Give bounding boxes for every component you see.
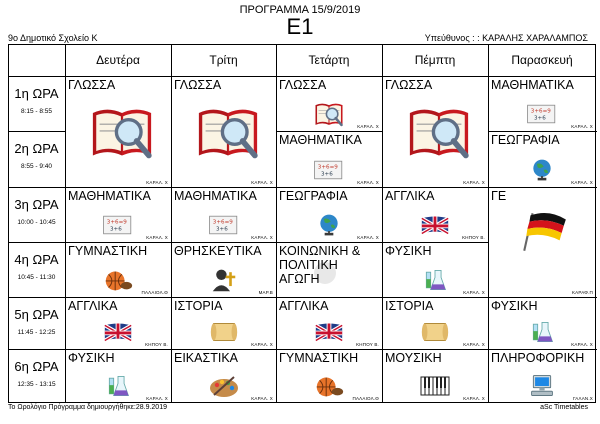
lesson-cell[interactable] [382,297,488,349]
lesson-cell[interactable] [276,76,382,131]
piano-keys-icon [419,373,451,399]
grid-line-horizontal [382,297,489,298]
grid-line-horizontal [65,187,172,188]
grid-line-horizontal [276,297,383,298]
lesson-cell[interactable] [382,76,488,187]
grid-line-horizontal [382,187,489,188]
lesson-subject: ΜΑΘΗΜΑΤΙΚΑ [491,78,574,92]
lesson-teacher: ΚΑΡΑΛ. Χ [463,290,485,295]
period-name: 2η ΩΡΑ [14,141,59,156]
svg-text:3+6=9: 3+6=9 [212,219,233,226]
globe-icon [526,157,558,183]
lesson-teacher: ΚΑΡΑΛ. Χ [146,180,168,185]
computer-icon [526,373,558,399]
grid-line-horizontal [382,349,489,350]
school-name: 9ο Δημοτικό Σχολείο Κ [8,33,98,43]
grid-line-horizontal [65,297,172,298]
grid-line-horizontal [8,187,66,188]
lesson-teacher: ΜΑΡ.Β [258,290,273,295]
lesson-subject: ΦΥΣΙΚΗ [68,351,115,365]
lesson-subject: ΙΣΤΟΡΙΑ [174,299,223,313]
day-header: Πέμπτη [414,53,456,67]
lesson-subject: ΓΛΩΣΣΑ [174,78,222,92]
lesson-subject: ΓΕΩΓΡΑΦΙΑ [279,189,348,203]
lesson-teacher: ΠΑΛΑΙΟΛ.Θ [352,396,379,401]
lesson-teacher: ΚΗΠΟΥ Β. [356,342,379,347]
lesson-subject: ΓΥΜΝΑΣΤΙΚΗ [68,244,148,258]
period-time: 11:45 - 12:25 [17,329,56,336]
lesson-cell[interactable] [65,349,171,403]
period-label [8,187,65,242]
period-time: 12:35 - 13:15 [17,381,56,388]
period-name: 1η ΩΡΑ [14,86,59,101]
period-name: 6η ΩΡΑ [14,359,59,374]
lesson-teacher: ΚΑΡΑΛ. Χ [571,342,593,347]
svg-text:3+6=9: 3+6=9 [530,108,551,115]
svg-text:3+6: 3+6 [215,226,228,233]
lesson-teacher: ΚΑΡΑΛ. Χ [251,342,273,347]
grid-line-horizontal [276,131,383,132]
lesson-cell[interactable] [65,76,171,187]
lesson-teacher: ΚΑΡΑΛ. Χ [463,342,485,347]
lesson-cell[interactable] [488,297,596,349]
grid-line-horizontal [171,297,277,298]
lesson-teacher: ΚΑΡΑΛ. Χ [251,180,273,185]
lesson-cell[interactable] [171,349,276,403]
uk-flag-icon [419,212,451,238]
period-name: 3η ΩΡΑ [14,197,59,212]
lesson-subject: ΓΥΜΝΑΣΤΙΚΗ [279,351,359,365]
lesson-teacher: ΚΑΡΑΦ.Π [571,290,593,295]
lesson-subject: ΜΑΘΗΜΑΤΙΚΑ [68,189,151,203]
lesson-cell[interactable] [171,187,276,242]
book-magnifier-icon [193,104,263,160]
globe-icon [313,212,345,238]
grid-line-horizontal [8,242,66,243]
software-credit: aSc Timetables [540,404,588,411]
lesson-teacher: ΚΑΡΑΛ. Χ [251,235,273,240]
lesson-cell[interactable] [382,349,488,403]
period-time: 10:00 - 10:45 [17,219,56,226]
grid-line-horizontal [8,76,596,77]
lesson-teacher: ΚΑΡΑΛ. Χ [463,180,485,185]
lesson-subject: ΑΓΓΛΙΚΑ [279,299,329,313]
lesson-subject: ΓΛΩΣΣΑ [385,78,433,92]
lesson-teacher: ΚΗΠΟΥ Β. [145,342,168,347]
lesson-teacher: ΚΑΡΑΛ. Χ [571,180,593,185]
lesson-cell[interactable] [65,242,171,297]
svg-text:3+6: 3+6 [110,226,122,233]
grid-line-horizontal [8,402,596,403]
lesson-subject: ΙΣΤΟΡΙΑ [385,299,434,313]
grid-line-horizontal [276,349,383,350]
math-card-icon [102,212,134,238]
grid-line-horizontal [171,187,277,188]
lesson-teacher: ΚΑΡΑΛ. Χ [463,396,485,401]
grid-line-horizontal [171,242,277,243]
day-header: Παρασκευή [511,53,573,67]
book-magnifier-icon [404,104,474,160]
lesson-cell[interactable] [171,297,276,349]
flask-icon [526,319,558,345]
grid-line-horizontal [8,131,66,132]
lesson-subject: ΠΛΗΡΟΦΟΡΙΚΗ [491,351,585,365]
lesson-teacher: ΚΑΡΑΛ. Χ [571,124,593,129]
svg-text:3+6: 3+6 [534,115,546,122]
lesson-teacher: ΠΑΛΑΙΟΛ.Θ [141,290,168,295]
lesson-cell[interactable] [488,76,596,131]
day-header: Δευτέρα [96,53,140,67]
period-time: 10:45 - 11:30 [17,274,56,281]
day-header: Τετάρτη [308,53,350,67]
lesson-subject: ΕΙΚΑΣΤΙΚΑ [174,351,238,365]
lesson-teacher: ΚΑΡΑΛ. Χ [146,396,168,401]
grid-line-horizontal [488,349,597,350]
priest-cross-icon [208,267,240,293]
grid-line-horizontal [65,242,172,243]
lesson-cell[interactable] [276,297,382,349]
flask-icon [102,373,134,399]
programme-title: ΠΡΟΓΡΑΜΜΑ 15/9/2019 [239,4,361,16]
sports-ball-icon [102,267,134,293]
grid-line-horizontal [8,297,66,298]
lesson-teacher: ΓΑΛΑΝ.Χ [573,396,593,401]
flask-icon [419,267,451,293]
sports-ball-icon [313,373,345,399]
paint-palette-icon [208,373,240,399]
responsible-teacher: Υπεύθυνος : : ΚΑΡΑΛΗΣ ΧΑΡΑΛΑΜΠΟΣ [424,33,588,43]
lesson-cell[interactable] [382,242,488,297]
created-date-note: Το Ωρολόγιο Πρόγραμμα δημιουργήθηκε:28.9.2019 [8,404,167,411]
lesson-teacher: ΚΑΡΑΛ. Χ [357,180,379,185]
lesson-subject: ΓΛΩΣΣΑ [68,78,116,92]
grid-line-horizontal [65,349,172,350]
period-label [8,349,65,403]
grid-line-horizontal [488,297,597,298]
grid-line-horizontal [276,187,383,188]
period-label [8,242,65,297]
period-label [8,131,65,187]
lesson-cell[interactable] [488,349,596,403]
math-card-icon [526,101,558,127]
grid-line-horizontal [488,187,597,188]
lesson-subject: ΑΓΓΛΙΚΑ [385,189,435,203]
svg-text:3+6=9: 3+6=9 [106,219,127,226]
lesson-cell[interactable] [382,187,488,242]
lesson-teacher: ΚΑΡΑΛ. Χ [357,235,379,240]
timetable-grid [8,44,596,403]
svg-text:3+6: 3+6 [321,171,333,178]
period-label [8,297,65,349]
lesson-teacher: ΚΑΡΑΛ. Χ [357,124,379,129]
grid-line-horizontal [276,242,383,243]
lesson-teacher: ΚΑΡΑΛ. Χ [146,235,168,240]
uk-flag-icon [313,319,345,345]
lesson-subject: ΓΕ [491,189,507,203]
lesson-teacher: ΚΑΡΑΛ. Χ [251,396,273,401]
period-name: 4η ΩΡΑ [14,252,59,267]
lesson-subject: ΘΡΗΣΚΕΥΤΙΚΑ [174,244,262,258]
period-name: 5η ΩΡΑ [14,307,59,322]
lesson-cell[interactable] [276,349,382,403]
svg-text:3+6=9: 3+6=9 [317,164,338,171]
class-name: Ε1 [286,14,314,39]
uk-flag-icon [102,319,134,345]
grid-line-horizontal [382,242,489,243]
day-header: Τρίτη [209,53,238,67]
book-magnifier-icon [313,101,345,127]
lesson-cell[interactable] [171,242,276,297]
german-flag-icon [518,209,570,255]
lesson-subject: ΜΑΘΗΜΑΤΙΚΑ [174,189,257,203]
lesson-cell[interactable] [171,76,276,187]
lesson-cell[interactable] [276,131,382,187]
scroll-icon [208,319,240,345]
lesson-teacher: ΚΗΠΟΥ Β. [462,235,485,240]
lesson-cell[interactable] [488,187,596,297]
period-label [8,76,65,131]
lesson-subject: ΓΛΩΣΣΑ [279,78,327,92]
lesson-subject: ΜΑΘΗΜΑΤΙΚΑ [279,133,362,147]
math-card-icon [313,157,345,183]
math-card-icon [208,212,240,238]
lesson-cell[interactable] [488,131,596,187]
lesson-subject: ΚΟΙΝΩΝΙΚΗ & ΠΟΛΙΤΙΚΗ ΑΓΩΓΗ [279,244,361,286]
period-time: 8:15 - 8:55 [20,108,53,115]
grid-line-horizontal [8,349,66,350]
grid-line-horizontal [488,131,597,132]
book-magnifier-icon [87,104,157,160]
lesson-cell[interactable] [65,297,171,349]
lesson-subject: ΜΟΥΣΙΚΗ [385,351,442,365]
lesson-cell[interactable] [65,187,171,242]
period-time: 8:55 - 9:40 [20,163,53,170]
lesson-cell[interactable] [276,242,382,297]
grid-line-horizontal [171,349,277,350]
lesson-subject: ΦΥΣΙΚΗ [385,244,432,258]
lesson-subject: ΓΕΩΓΡΑΦΙΑ [491,133,560,147]
lesson-subject: ΑΓΓΛΙΚΑ [68,299,118,313]
lesson-subject: ΦΥΣΙΚΗ [491,299,538,313]
scroll-icon [419,319,451,345]
grid-line-horizontal [8,44,596,45]
lesson-cell[interactable] [276,187,382,242]
